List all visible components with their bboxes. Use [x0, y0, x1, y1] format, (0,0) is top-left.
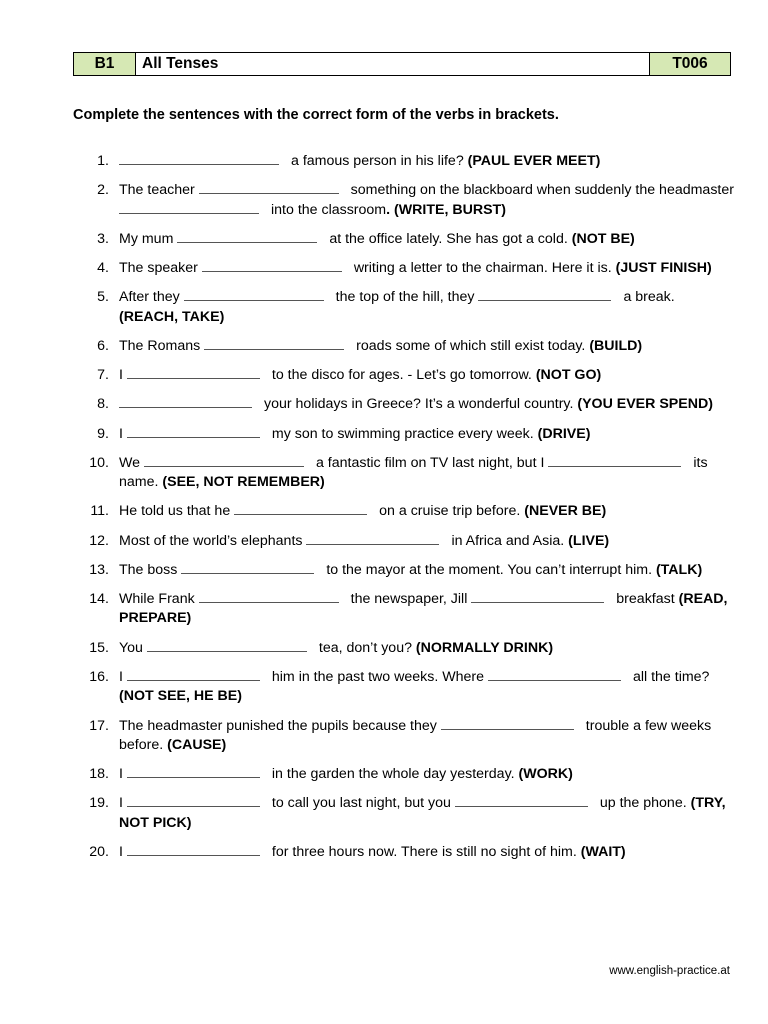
item-number: 1.	[97, 153, 109, 169]
item-number: 6.	[97, 337, 109, 354]
sentence-text: in the garden the whole day yesterday.	[271, 766, 519, 783]
item-number: 2.	[97, 182, 109, 199]
instructions: Complete the sentences with the correct form of the verbs in brackets.	[73, 107, 559, 123]
sentence-text: the top of the hill, they	[335, 289, 479, 306]
sentence-text: the newspaper, Jill	[350, 590, 472, 607]
sentence-text: trouble a few weeks before.	[119, 717, 712, 753]
sentence-text: a famous person in his life?	[291, 153, 468, 169]
item-number: 16.	[89, 668, 109, 685]
exercise-item	[73, 532, 735, 552]
answer-blank[interactable]	[119, 395, 252, 408]
verb-hint: (NOT SEE, HE BE)	[119, 688, 242, 705]
exercise-list	[73, 152, 735, 872]
exercise-item	[73, 395, 735, 415]
answer-blank[interactable]	[147, 639, 307, 652]
item-number: 18.	[89, 766, 109, 783]
exercise-item	[73, 152, 735, 172]
answer-blank[interactable]	[202, 259, 342, 272]
verb-hint: (WORK)	[518, 766, 573, 783]
sentence-text: Most of the world’s elephants	[119, 532, 307, 549]
item-number: 5.	[97, 289, 109, 306]
exercise-item	[73, 366, 735, 386]
sentence-text: The boss	[119, 561, 182, 578]
exercise-item	[73, 259, 735, 279]
answer-blank[interactable]	[548, 454, 681, 467]
verb-hint: (NEVER BE)	[524, 503, 607, 520]
verb-hint: (REACH, TAKE)	[119, 308, 225, 325]
verb-hint: (NOT BE)	[571, 230, 635, 247]
sentence-text: I	[119, 844, 127, 861]
sentence-text: The speaker	[119, 260, 202, 277]
exercise-item	[73, 639, 735, 659]
sentence-text: a break.	[623, 289, 675, 306]
item-number: 8.	[97, 396, 109, 413]
sentence-text: I	[119, 367, 127, 384]
sentence-text: up the phone.	[599, 795, 691, 812]
item-number: 20.	[89, 844, 109, 861]
answer-blank[interactable]	[127, 843, 260, 856]
exercise-item	[73, 590, 735, 629]
answer-blank[interactable]	[127, 668, 260, 681]
verb-hint: (YOU EVER SPEND)	[577, 396, 713, 413]
worksheet-title: All Tenses	[136, 53, 650, 75]
sentence-text: He told us that he	[119, 503, 235, 520]
verb-hint: (SEE, NOT REMEMBER)	[162, 474, 325, 491]
exercise-item	[73, 668, 735, 707]
sentence-text: to call you last night, but you	[271, 795, 455, 812]
exercise-item	[73, 561, 735, 581]
exercise-item	[73, 337, 735, 357]
exercise-item	[73, 794, 735, 833]
sentence-text: on a cruise trip before.	[379, 503, 525, 520]
answer-blank[interactable]	[177, 230, 317, 243]
item-number: 10.	[89, 454, 109, 471]
item-number: 4.	[97, 260, 109, 277]
sentence-text: The teacher	[119, 182, 199, 199]
worksheet-code: T006	[672, 55, 708, 72]
answer-blank[interactable]	[199, 181, 339, 194]
answer-blank[interactable]	[144, 454, 304, 467]
answer-blank[interactable]	[181, 561, 314, 574]
answer-blank[interactable]	[119, 201, 259, 214]
exercise-item	[73, 765, 735, 785]
verb-hint: (PAUL EVER MEET)	[467, 153, 601, 169]
answer-blank[interactable]	[127, 765, 260, 778]
answer-blank[interactable]	[306, 532, 439, 545]
exercise-item	[73, 502, 735, 522]
answer-blank[interactable]	[184, 288, 324, 301]
verb-hint: (BUILD)	[589, 337, 643, 354]
item-number: 9.	[97, 425, 109, 442]
sentence-text: I	[119, 795, 127, 812]
sentence-text: in Africa and Asia.	[451, 532, 569, 549]
sentence-text: into the classroom	[271, 201, 387, 218]
sentence-text: for three hours now. There is still no sight of him.	[271, 844, 581, 861]
worksheet-header	[73, 52, 731, 76]
answer-blank[interactable]	[127, 794, 260, 807]
verb-hint: (READ, PREPARE)	[119, 590, 728, 627]
sentence-text: My mum	[119, 230, 178, 247]
verb-hint: (CAUSE)	[167, 737, 227, 753]
item-number: 3.	[97, 230, 109, 247]
sentence-text: We	[119, 454, 144, 471]
sentence-text: a fantastic film on TV last night, but I	[315, 454, 549, 471]
sentence-text: its name.	[119, 454, 708, 491]
item-number: 15.	[89, 639, 109, 656]
sentence-text: writing a letter to the chairman. Here it is.	[353, 260, 616, 277]
sentence-text: While Frank	[119, 590, 199, 607]
verb-hint: (TRY, NOT PICK)	[119, 795, 726, 831]
verb-hint: . (WRITE, BURST)	[386, 201, 506, 218]
answer-blank[interactable]	[119, 152, 279, 165]
exercise-item	[73, 230, 735, 250]
answer-blank[interactable]	[127, 366, 260, 379]
verb-hint: (LIVE)	[568, 532, 610, 549]
item-number: 7.	[97, 367, 109, 384]
verb-hint: (TALK)	[655, 561, 703, 578]
item-number: 17.	[89, 717, 109, 734]
sentence-text: I	[119, 425, 127, 442]
sentence-text: After they	[119, 289, 184, 306]
answer-blank[interactable]	[199, 590, 339, 603]
answer-blank[interactable]	[234, 502, 367, 515]
footer-url[interactable]: www.english-practice.at	[609, 965, 730, 977]
answer-blank[interactable]	[204, 337, 344, 350]
sentence-text: at the office lately. She has got a cold.	[329, 230, 572, 247]
sentence-text: You	[119, 639, 147, 656]
sentence-text: I	[119, 668, 127, 685]
item-number: 12.	[89, 532, 109, 549]
exercise-item	[73, 181, 735, 220]
sentence-text: I	[119, 766, 127, 783]
answer-blank[interactable]	[478, 288, 611, 301]
exercise-item	[73, 717, 735, 756]
sentence-text: him in the past two weeks. Where	[271, 668, 488, 685]
level-label: B1	[74, 53, 136, 75]
sentence-text: to the disco for ages. - Let’s go tomorrow.	[271, 367, 536, 384]
exercise-item	[73, 454, 735, 493]
sentence-text: tea, don’t you?	[318, 639, 416, 656]
answer-blank[interactable]	[455, 794, 588, 807]
item-number: 13.	[89, 561, 109, 578]
answer-blank[interactable]	[471, 590, 604, 603]
sentence-text: to the mayor at the moment. You can’t interrupt him.	[326, 561, 656, 578]
answer-blank[interactable]	[127, 425, 260, 438]
item-number: 11.	[90, 503, 109, 520]
verb-hint: (JUST FINISH)	[615, 260, 712, 277]
item-number: 19.	[89, 795, 109, 812]
sentence-text: The Romans	[119, 337, 205, 354]
exercise-item	[73, 288, 735, 327]
verb-hint: (WAIT)	[580, 844, 626, 861]
answer-blank[interactable]	[441, 717, 574, 730]
item-number: 14.	[89, 590, 109, 607]
sentence-text: roads some of which still exist today.	[356, 337, 590, 354]
exercise-item	[73, 425, 735, 445]
verb-hint: (NORMALLY DRINK)	[415, 639, 554, 656]
sentence-text: breakfast	[616, 590, 679, 607]
sentence-text: The headmaster punished the pupils because they	[119, 717, 441, 734]
sentence-text: something on the blackboard when suddenly the headmaster	[350, 182, 734, 199]
sentence-text: my son to swimming practice every week.	[271, 425, 538, 442]
verb-hint: (NOT GO)	[535, 367, 602, 384]
answer-blank[interactable]	[488, 668, 621, 681]
sentence-text: your holidays in Greece? It’s a wonderful country.	[264, 396, 578, 413]
sentence-text: all the time?	[632, 668, 710, 685]
verb-hint: (DRIVE)	[537, 425, 591, 442]
exercise-item	[73, 843, 735, 863]
